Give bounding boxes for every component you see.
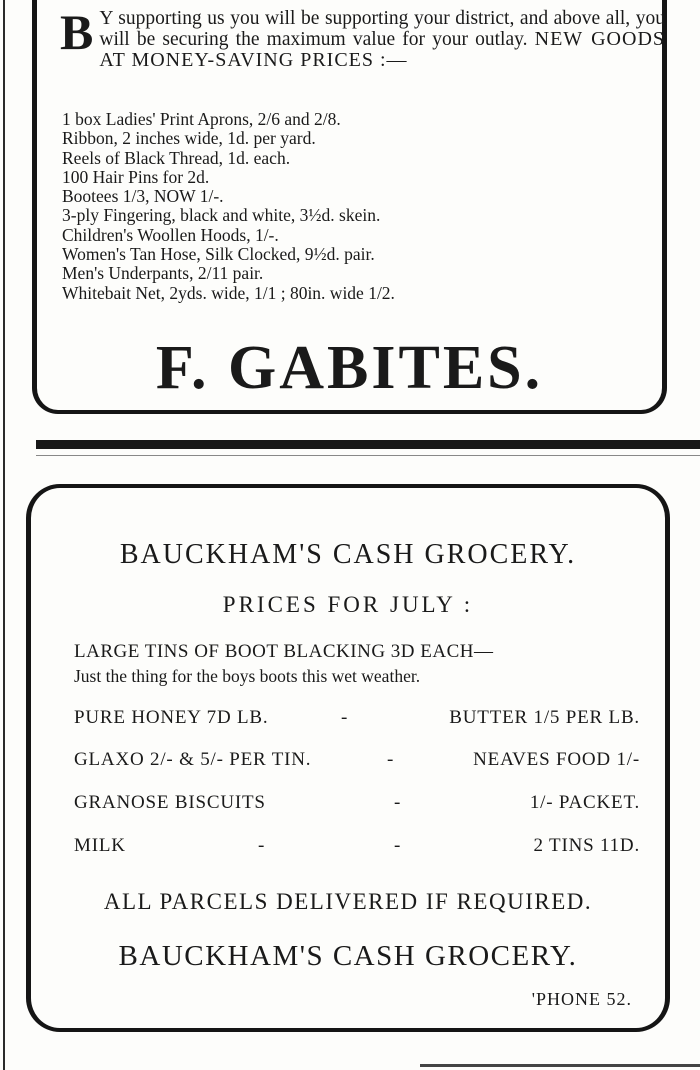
list-item: Whitebait Net, 2yds. wide, 1/1 ; 80in. wide 1/2.	[62, 282, 395, 303]
price-row	[74, 747, 640, 773]
page-edge-rule	[3, 0, 5, 1070]
gabites-shop-name: F. GABITES.	[155, 334, 544, 402]
column-rule-bottom	[420, 1064, 700, 1067]
price-row-left: PURE HONEY 7D LB.	[74, 707, 269, 728]
price-row-right: 2 TINS 11D.	[533, 835, 640, 856]
phone-number: 'PHONE 52.	[531, 989, 632, 1009]
list-item: Reels of Black Thread, 1d. each.	[62, 147, 291, 168]
gabites-item-list	[62, 110, 395, 303]
list-item: 1 box Ladies' Print Aprons, 2/6 and 2/8.	[62, 109, 341, 129]
price-row	[74, 833, 640, 859]
list-item: 100 Hair Pins for 2d.	[62, 166, 210, 187]
list-item: Bootees 1/3, NOW 1/-.	[62, 186, 224, 207]
price-row-right: BUTTER 1/5 PER LB.	[449, 707, 640, 728]
price-row	[74, 705, 640, 731]
price-row-dash: -	[394, 792, 402, 813]
list-item: Men's Underpants, 2/11 pair.	[62, 263, 264, 284]
grocery-title-repeat: BAUCKHAM'S CASH GROCERY.	[118, 940, 578, 972]
price-row-dash: -	[258, 835, 266, 856]
column-rule-thick	[36, 440, 700, 449]
intro-caps-heading: NEW GOODS AT MONEY-SAVING PRICES :—	[99, 28, 666, 71]
intro-dropcap: B	[60, 4, 94, 60]
price-row-left: MILK	[74, 835, 126, 856]
price-row-right: NEAVES FOOD 1/-	[473, 749, 640, 770]
price-row-left: GRANOSE BISCUITS	[74, 792, 266, 813]
intro-text: Y supporting us you will be supporting your district, and above all, you will be securing the maximum value for your outlay.	[99, 8, 665, 50]
list-item: Ribbon, 2 inches wide, 1d. per yard.	[62, 128, 316, 149]
price-row-dash: -	[394, 835, 402, 856]
grocery-title: BAUCKHAM'S CASH GROCERY.	[119, 539, 577, 570]
gabites-intro	[60, 4, 666, 71]
delivery-notice: ALL PARCELS DELIVERED IF REQUIRED.	[103, 889, 593, 914]
price-row-left: GLAXO 2/- & 5/- PER TIN.	[74, 749, 312, 770]
list-item: Children's Woollen Hoods, 1/-.	[62, 224, 279, 245]
list-item: 3-ply Fingering, black and white, 3½d. skein.	[62, 205, 381, 226]
price-row-dash: -	[341, 707, 349, 728]
grocery-subtitle: PRICES FOR JULY :	[222, 592, 474, 617]
price-row	[74, 790, 640, 816]
price-row-dash: -	[387, 749, 395, 770]
column-rule-thin	[36, 455, 700, 456]
list-item: Women's Tan Hose, Silk Clocked, 9½d. pair.	[62, 244, 375, 265]
price-row-right: 1/- PACKET.	[529, 792, 640, 813]
grocery-line-blacking: LARGE TINS OF BOOT BLACKING 3D EACH—	[74, 641, 494, 662]
grocery-line-weather: Just the thing for the boys boots this wet weather.	[74, 666, 421, 686]
